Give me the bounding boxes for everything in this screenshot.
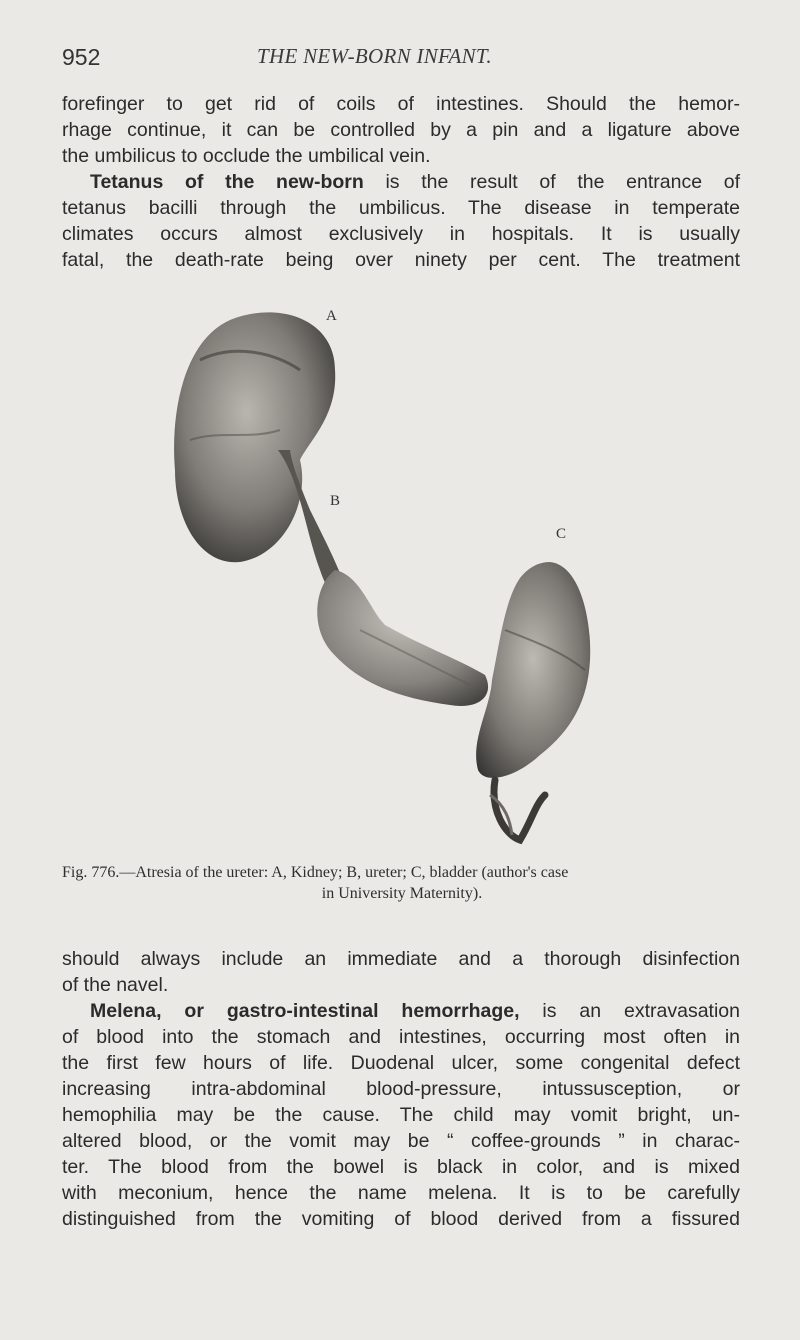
section-heading-melena: Melena, or gastro-intestinal hemorrhage, — [90, 1000, 520, 1022]
text-line: fatal, the death-rate being over ninety per cent. The treatment — [62, 249, 740, 271]
label-b: B — [330, 493, 341, 509]
specimen-illustration — [160, 300, 600, 860]
text-line — [62, 169, 740, 195]
urethra-shape — [494, 780, 545, 840]
heading-continuation: is the result of the entrance of — [363, 171, 740, 193]
caption-line: Fig. 776.—Atresia of the ureter: A, Kidney; B, ureter; C, bladder (author's case — [62, 864, 569, 881]
figure-caption — [62, 862, 742, 904]
section-heading-tetanus: Tetanus of the new-born — [90, 171, 364, 193]
text-line — [62, 998, 740, 1024]
text-line: with meconium, hence the name melena. It is to be carefully — [62, 1182, 740, 1204]
label-a: A — [326, 308, 337, 324]
text-line: rhage continue, it can be controlled by a pin and a ligature above — [62, 119, 740, 141]
text-line: distinguished from the vomiting of blood derived from a fissured — [62, 1208, 740, 1230]
text-line: altered blood, or the vomit may be “ coffee-grounds ” in charac- — [62, 1130, 740, 1152]
caption-line: in University Maternity). — [321, 885, 483, 902]
ureter-dilated-shape — [317, 570, 488, 706]
figure-776-specimen-photo — [160, 300, 600, 860]
label-c: C — [556, 526, 567, 542]
text-line: of the navel. — [62, 974, 169, 996]
bladder-shape — [476, 562, 590, 778]
page-number: 952 — [62, 44, 101, 70]
text-line: the umbilicus to occlude the umbilical vein. — [62, 145, 431, 167]
text-line: increasing intra-abdominal blood-pressure, intussusception, or — [62, 1078, 740, 1100]
text-line: ter. The blood from the bowel is black in color, and is mixed — [62, 1156, 740, 1178]
text-line: tetanus bacilli through the umbilicus. The disease in temperate — [62, 197, 740, 219]
paragraph-umbilical-hemorrhage — [62, 91, 740, 273]
running-title: THE NEW-BORN INFANT. — [257, 44, 492, 68]
text-line: of blood into the stomach and intestines, occurring most often in — [62, 1026, 740, 1048]
heading-continuation: is an extravasation — [519, 1000, 740, 1022]
text-line: should always include an immediate and a thorough disinfection — [62, 948, 740, 970]
running-head — [62, 44, 740, 74]
text-line: climates occurs almost exclusively in hospitals. It is usually — [62, 223, 740, 245]
text-line: hemophilia may be the cause. The child may vomit bright, un- — [62, 1104, 740, 1126]
paragraph-melena — [62, 946, 740, 1232]
text-line: forefinger to get rid of coils of intestines. Should the hemor- — [62, 93, 740, 115]
text-line: the first few hours of life. Duodenal ulcer, some congenital defect — [62, 1052, 740, 1074]
